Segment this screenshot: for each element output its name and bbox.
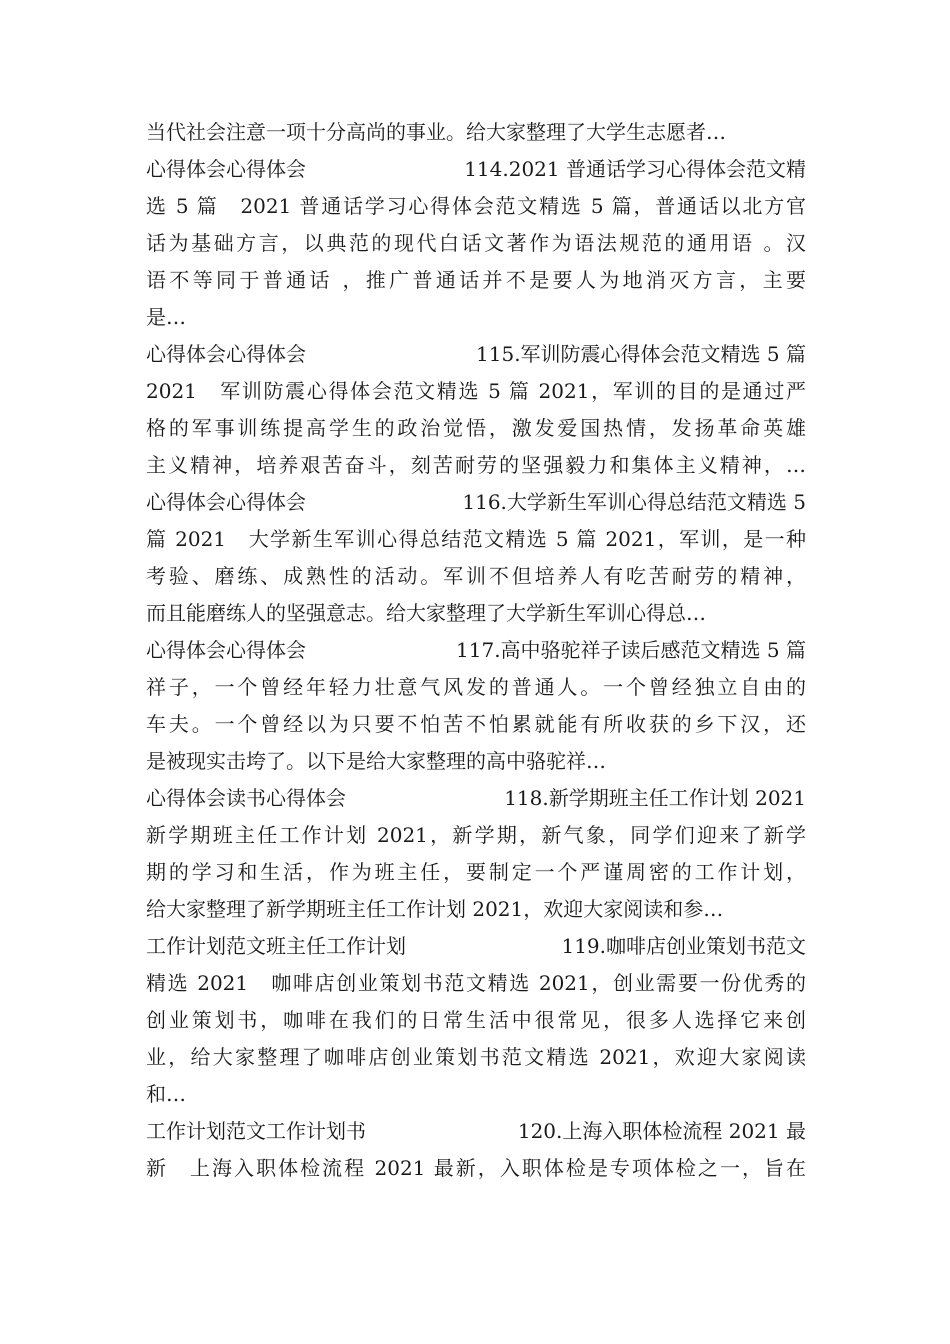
body-text-line: 新 上海入职体检流程 2021 最新，入职体检是专项体检之一，旨在	[146, 1156, 806, 1180]
body-text-line: 创业策划书，咖啡在我们的日常生活中很常见，很多人选择它来创	[146, 1008, 806, 1032]
body-text-line: 车夫。一个曾经以为只要不怕苦不怕累就能有所收获的乡下汉，还	[146, 712, 806, 736]
body-text-line: 话为基础方言，以典范的现代白话文著作为语法规范的通用语 。汉	[146, 231, 806, 255]
body-text-line: 新学期班主任工作计划 2021，新学期，新气象，同学们迎来了新学	[146, 823, 806, 847]
body-text-line: 考验、磨练、成熟性的活动。军训不但培养人有吃苦耐劳的精神，	[146, 564, 806, 588]
article-tags: 工作计划范文班主任工作计划	[146, 934, 406, 958]
article-tag-heading-line	[146, 780, 806, 817]
body-text-line: 主义精神，培养艰苦奋斗，刻苦耐劳的坚强毅力和集体主义精神，…	[146, 453, 806, 477]
article-tags: 心得体会心得体会	[146, 490, 306, 514]
article-tags: 心得体会心得体会	[146, 342, 306, 366]
body-text-line: 语不等同于普通话 ，推广普通话并不是要人为地消灭方言，主要	[146, 268, 806, 292]
article-heading: 115.军训防震心得体会范文精选 5 篇	[476, 342, 806, 366]
article-tags: 工作计划范文工作计划书	[146, 1119, 366, 1143]
article-heading: 119.咖啡店创业策划书范文	[561, 934, 806, 958]
article-heading: 116.大学新生军训心得总结范文精选 5	[462, 490, 806, 514]
article-tag-heading-line	[146, 632, 806, 669]
article-tag-heading-line	[146, 151, 806, 188]
document-page	[146, 114, 806, 1187]
body-text-line: 2021 军训防震心得体会范文精选 5 篇 2021，军训的目的是通过严	[146, 379, 806, 403]
article-tag-heading-line	[146, 1113, 806, 1150]
article-heading: 114.2021 普通话学习心得体会范文精	[464, 157, 806, 181]
body-text-line: 当代社会注意一项十分高尚的事业。给大家整理了大学生志愿者…	[146, 120, 726, 144]
article-tags: 心得体会心得体会	[146, 638, 306, 662]
body-text-line: 格的军事训练提高学生的政治觉悟，激发爱国热情，发扬革命英雄	[146, 416, 806, 440]
article-heading: 117.高中骆驼祥子读后感范文精选 5 篇	[456, 638, 806, 662]
article-heading: 120.上海入职体检流程 2021 最	[517, 1119, 806, 1143]
body-text-line: 期的学习和生活，作为班主任，要制定一个严谨周密的工作计划，	[146, 860, 806, 884]
body-text-line: 选 5 篇 2021 普通话学习心得体会范文精选 5 篇，普通话以北方官	[146, 194, 806, 218]
body-text-line: 是被现实击垮了。以下是给大家整理的高中骆驼祥…	[146, 749, 606, 773]
body-text-line: 而且能磨练人的坚强意志。给大家整理了大学新生军训心得总…	[146, 601, 706, 625]
body-text-line: 是…	[146, 305, 186, 329]
body-text-line: 篇 2021 大学新生军训心得总结范文精选 5 篇 2021，军训，是一种	[146, 527, 806, 551]
article-heading: 118.新学期班主任工作计划 2021	[504, 786, 806, 810]
body-text-line: 精选 2021 咖啡店创业策划书范文精选 2021，创业需要一份优秀的	[146, 971, 806, 995]
body-text-line: 给大家整理了新学期班主任工作计划 2021，欢迎大家阅读和参…	[146, 897, 724, 921]
body-text-line: 祥子，一个曾经年轻力壮意气风发的普通人。一个曾经独立自由的	[146, 675, 806, 699]
article-tag-heading-line	[146, 484, 806, 521]
article-tags: 心得体会心得体会	[146, 157, 306, 181]
article-tag-heading-line	[146, 928, 806, 965]
article-tag-heading-line	[146, 336, 806, 373]
article-tags: 心得体会读书心得体会	[146, 786, 346, 810]
body-text-line: 业，给大家整理了咖啡店创业策划书范文精选 2021，欢迎大家阅读	[146, 1045, 806, 1069]
body-text-line: 和…	[146, 1082, 186, 1106]
